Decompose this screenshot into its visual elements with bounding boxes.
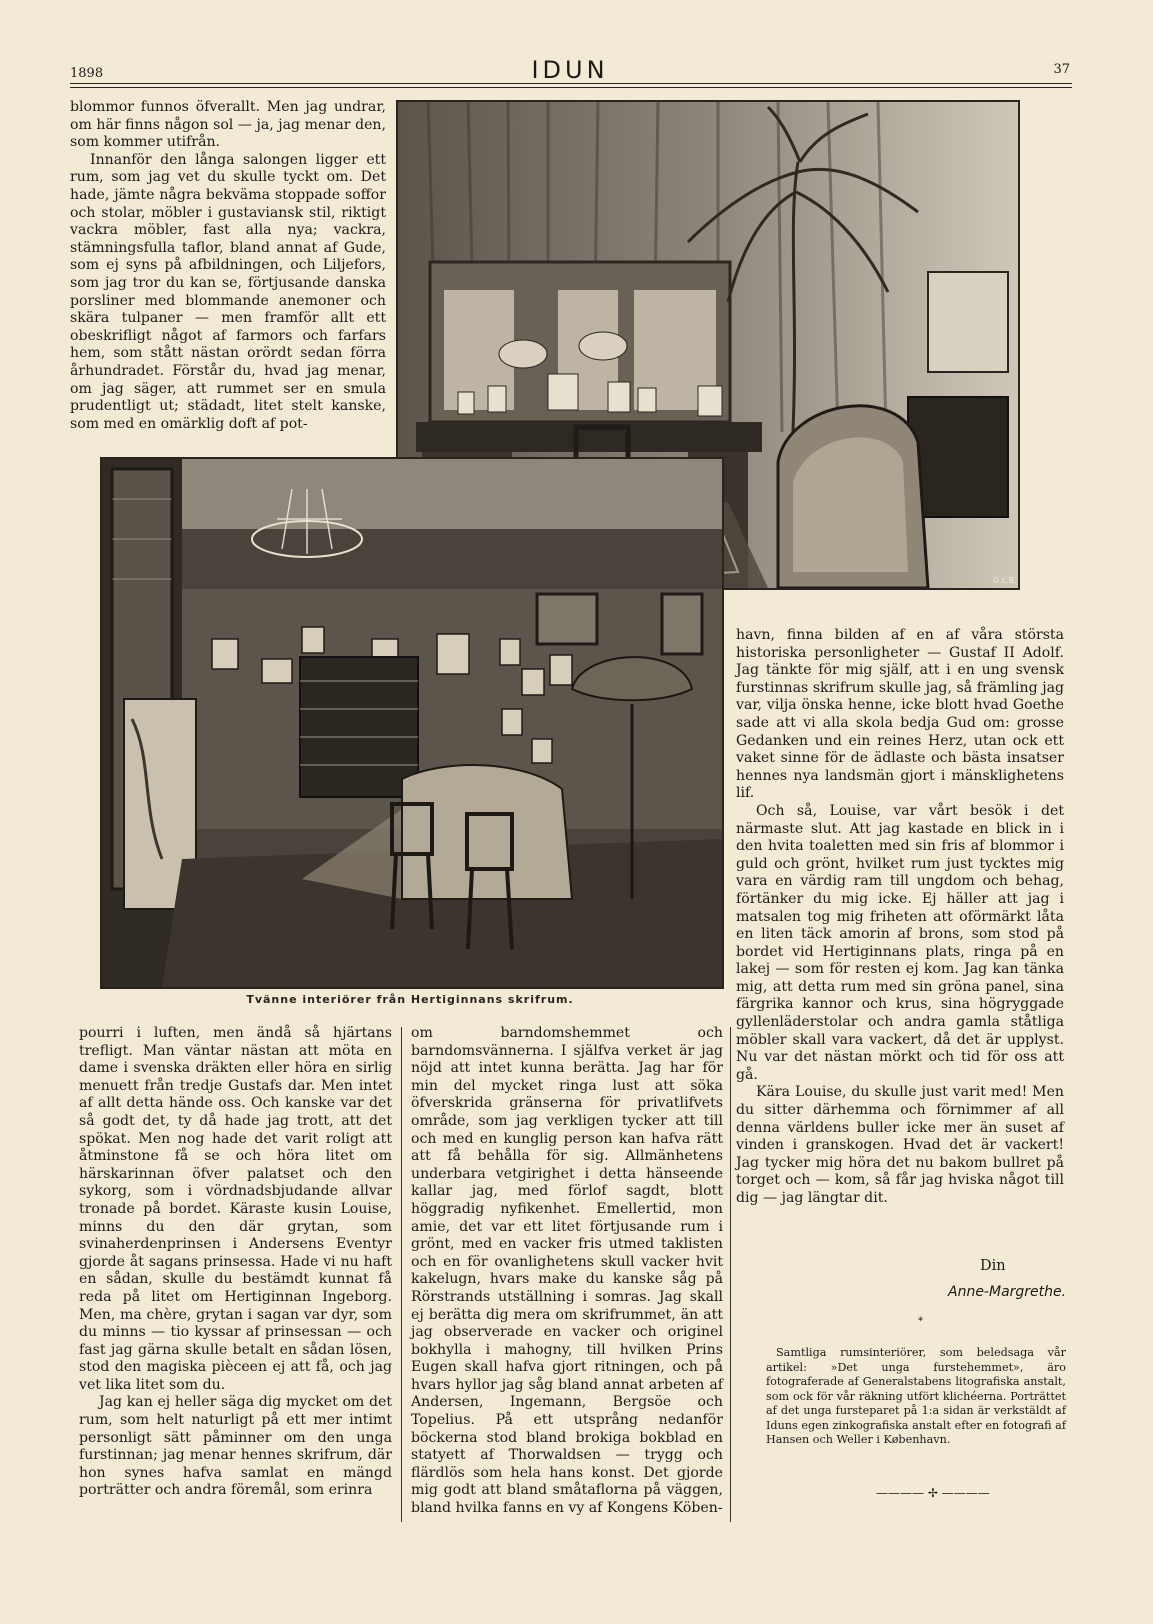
paragraph: Och så, Louise, var vårt besök i det närmaste slut. Att jag kastade en blick in i den hvita toaletten med sin fris af blommor i guld och grönt, hvilket rum just tycktes mig vara en värdig ram till ungdom och behag, förtänker du mig icke. Ej häller att jag i matsalen tog mig friheten att oförmärkt låta en liten täck amorin af brons, som stod på bordet vid Hertiginnans plats, ringa på en lakej — som för resten ej kom. Jag kan tänka mig, att detta rum med sin gröna panel, sina färgrika kannor och krus, sina högryggade gyllenläderstolar och andra gamla ståtliga möbler skall vara vackert, då det är upplyst. Nu var det nästan mörkt och tid för oss att gå. xyxy=(736,802,1064,1083)
header-year: 1898 xyxy=(70,66,104,81)
page-header xyxy=(70,56,1070,84)
column-divider xyxy=(730,1027,731,1522)
photo-room-bookcase-image xyxy=(102,459,722,987)
header-rule-thin xyxy=(70,87,1072,88)
magazine-title: IDUN xyxy=(531,56,609,84)
paragraph: om barndomshemmet och barndomsvännerna. I själfva verket är jag nöjd att intet kunna berätta. Jag har för min del mycket ringa lust att söka öfverskrida gränserna för privatlifvets område, som jag verkligen tycker att till och med en kunglig person kan hafva rätt att få behålla för sig. Allmänhetens underbara vetgirighet i detta hänseende kallar jag, med förlof sagdt, blott höggradig nyfikenhet. Emellertid, mon amie, det var ett litet förtjusande rum i grönt, med en vacker fris utmed taklisten och en för ovanlighetens skull vacker hvit kakelugn, hvars make du kanske såg på Rörstrands utställning i somras. Jag skall ej berätta dig mera om skrifrummet, än att jag observerade en vacker och originel bokhylla i mahogny, till hvilken Prins Eugen skall hafva gjort ritningen, och på hvars hyllor jag såg bland annat arbeten af Andersen, Ingemann, Bergsöe och Topelius. På ett utsprång nedanför böckerna stod bland brokiga bokblad en statyett af Thorwaldsen — trygg och flärdlös som hela hans konst. Det gjorde mig godt att bland småtaflorna på väggen, bland hvilka fanns en vy af Kongens Köben- xyxy=(411,1025,723,1517)
photo-caption: Tvänne interiörer från Hertiginnans skrifrum. xyxy=(246,993,574,1006)
signature-name: Anne-Margrethe. xyxy=(948,1284,1067,1300)
footnote xyxy=(766,1346,1066,1448)
paragraph: Kära Louise, du skulle just varit med! Men du sitter därhemma och förnimmer af all denna världens buller icke mer än suset af vinden i granskogen. Hvad det är vackert! Jag tycker mig höra det nu bakom bullret på torget och — kom, så får jag hviska något till dig — jag längtar dit. xyxy=(736,1084,1064,1206)
paragraph: blommor funnos öfverallt. Men jag undrar, om här finns någon sol — ja, jag menar den, som kommer utifrån. xyxy=(70,99,386,151)
photo-credit: G.L.B. xyxy=(993,576,1017,585)
paragraph: havn, finna bilden af en af våra största historiska personligheter — Gustaf II Adolf. Jag tänkte för mig själf, att i en ung svensk furstinnas skrifrum skulle jag, så främling jag var, vilja önska henne, icke blott hvad Goethe sade att vi alla skola bedja Gud om: grosse Gedanken und ein reines Herz, utan ock ett vaket sinne för de ädlaste och bästa insatser hennes nya landsmän gjort i mänsklighetens lif. xyxy=(736,627,1064,802)
column-divider xyxy=(401,1027,402,1522)
column-top-left xyxy=(70,99,386,433)
paragraph: Innanför den långa salongen ligger ett rum, som jag vet du skulle tyckt om. Det hade, jämte några bekväma stoppade soffor och stolar, möbler i gustaviansk stil, riktigt vackra möbler, fast alla nya; vackra, stämningsfulla taflor, bland annat af Gude, som ej syns på afbildningen, och Liljefors, som jag tror du kan se, förtjusande danska porsliner med blommande anemoner och skära tulpaner — men framför allt ett obeskrifligt något af farmors och farfars hem, som stått nästan orördt sedan förra århundradet. Förstår du, hvad jag menar, om jag säger, att rummet ser en smula prudentligt ut; städadt, litet stelt kanske, som med en omärklig doft af pot- xyxy=(70,151,386,432)
signature-closing: Din xyxy=(980,1258,1006,1274)
end-ornament: ———— ✢ ———— xyxy=(876,1486,990,1500)
column-bottom-middle xyxy=(411,1025,723,1518)
footnote-text: Samtliga rumsinteriörer, som beledsaga vår artikel: »Det unga furstehemmet», äro fotograferade af Generalstabens litografiska anstalt, som ock för vår räkning utfört klichéerna. Porträttet af det unga fursteparet på 1:a sidan är verkstäldt af Iduns egen zinkografiska anstalt efter en fotografi af Hansen och Weller i København. xyxy=(766,1346,1066,1446)
page-number: 37 xyxy=(1053,62,1070,77)
separator-star: * xyxy=(918,1316,923,1327)
paragraph: Jag kan ej heller säga dig mycket om det rum, som helt naturligt på ett mer intimt personligt sätt påminner om den unga furstinnan; jag menar hennes skrifrum, där hon synes hafva samlat en mängd porträtter och andra föremål, som erinra xyxy=(79,1394,392,1499)
header-rule xyxy=(70,83,1072,84)
column-bottom-left xyxy=(79,1025,392,1500)
paragraph: pourri i luften, men ändå så hjärtans trefligt. Man väntar nästan att möta en dame i svenska dräkten eller höra en sirlig menuett från tredje Gustafs dar. Men intet af allt detta hände oss. Och kanske var det så godt det, ty då hade jag trott, att det spökat. Men nog hade det varit roligt att åtminstone få se och höra litet om härskarinnan öfver palatset och den sykorg, som i vördnadsbjudande allvar tronade på bordet. Käraste kusin Louise, minns du den där grytan, som svinaherdenprinsen i Andersens Eventyr gjorde åt sagans prinsessa. Hade vi nu haft en sådan, skulle du bestämdt kunnat få reda på litet om Hertiginnan Ingeborg. Men, ma chère, grytan i sagan var dyr, som du minns — tio kyssar af prinsessan — och fast jag gärna skulle betalt en sådan lösen, stod den magiska pièceen ej att få, och jag vet lika litet som du. xyxy=(79,1025,392,1393)
photo-room-bookcase xyxy=(100,457,724,989)
column-right xyxy=(736,627,1064,1208)
